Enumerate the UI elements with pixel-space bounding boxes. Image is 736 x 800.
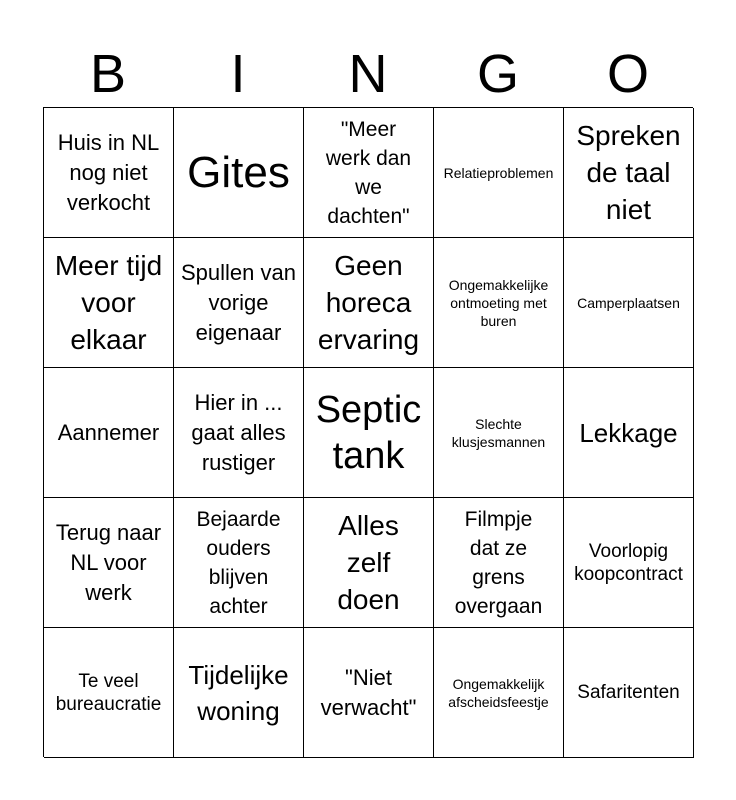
cell-text: Camperplaatsen: [577, 294, 680, 311]
cell-text: Meer tijd voor elkaar: [54, 250, 163, 355]
bingo-header: [43, 42, 693, 106]
cell-text: Relatieproblemen: [443, 164, 554, 181]
bingo-cell-r4-c2[interactable]: [174, 498, 304, 628]
cell-text: Alles zelf doen: [337, 510, 400, 615]
cell-text: "Meer werk dan we dachten": [325, 117, 412, 228]
header-letter-g: G: [476, 44, 519, 104]
cell-text: Te veel bureaucratie: [55, 670, 162, 715]
bingo-cell-r3-c1[interactable]: [44, 368, 174, 498]
cell-text: Geen horeca ervaring: [317, 250, 420, 355]
cell-text: Septic tank: [315, 388, 422, 477]
header-letter-o: O: [606, 44, 649, 104]
bingo-grid: [43, 107, 693, 757]
header-letter-n: N: [348, 44, 388, 104]
header-letter-i: I: [230, 44, 246, 104]
bingo-cell-r4-c3[interactable]: [304, 498, 434, 628]
bingo-cell-r2-c1[interactable]: [44, 238, 174, 368]
bingo-cell-r1-c1[interactable]: [44, 108, 174, 238]
bingo-cell-r2-c2[interactable]: [174, 238, 304, 368]
bingo-cell-r5-c4[interactable]: [434, 628, 564, 758]
header-letter-b: B: [89, 44, 127, 104]
cell-text: Hier in ... gaat alles rustiger: [191, 389, 286, 475]
bingo-cell-r5-c3[interactable]: [304, 628, 434, 758]
bingo-cell-r1-c5[interactable]: [564, 108, 694, 238]
bingo-cell-r4-c5[interactable]: [564, 498, 694, 628]
bingo-cell-r5-c5[interactable]: [564, 628, 694, 758]
cell-text: Huis in NL nog niet verkocht: [57, 129, 160, 215]
cell-text: Spreken de taal niet: [576, 120, 681, 225]
bingo-cell-r1-c2[interactable]: [174, 108, 304, 238]
cell-text: Spullen van vorige eigenaar: [181, 259, 296, 345]
bingo-cell-r3-c2[interactable]: [174, 368, 304, 498]
cell-text: Terug naar NL voor werk: [55, 519, 162, 605]
bingo-cell-r3-c5[interactable]: [564, 368, 694, 498]
cell-text: Filmpje dat ze grens overgaan: [454, 507, 543, 618]
bingo-cell-r3-c4[interactable]: [434, 368, 564, 498]
cell-text: Ongemakkelijk afscheidsfeestje: [448, 675, 549, 710]
bingo-cell-r4-c1[interactable]: [44, 498, 174, 628]
bingo-cell-r5-c1[interactable]: [44, 628, 174, 758]
cell-text: Tijdelijke woning: [188, 659, 289, 726]
cell-text: Aannemer: [57, 419, 160, 445]
bingo-cell-r5-c2[interactable]: [174, 628, 304, 758]
cell-text: Bejaarde ouders blijven achter: [196, 507, 281, 618]
cell-text: Gites: [187, 147, 290, 197]
bingo-cell-r2-c4[interactable]: [434, 238, 564, 368]
cell-text: "Niet verwacht": [320, 664, 417, 720]
cell-text: Ongemakkelijke ontmoeting met buren: [448, 276, 549, 329]
bingo-cell-r1-c4[interactable]: [434, 108, 564, 238]
cell-text: Slechte klusjesmannen: [451, 415, 546, 450]
bingo-cell-r4-c4[interactable]: [434, 498, 564, 628]
bingo-cell-r2-c3[interactable]: [304, 238, 434, 368]
bingo-cell-r2-c5[interactable]: [564, 238, 694, 368]
bingo-cell-r3-c3[interactable]: [304, 368, 434, 498]
cell-text: Voorlopig koopcontract: [574, 540, 683, 585]
bingo-cell-r1-c3[interactable]: [304, 108, 434, 238]
cell-text: Lekkage: [579, 417, 678, 448]
cell-text: Safaritenten: [577, 682, 680, 703]
